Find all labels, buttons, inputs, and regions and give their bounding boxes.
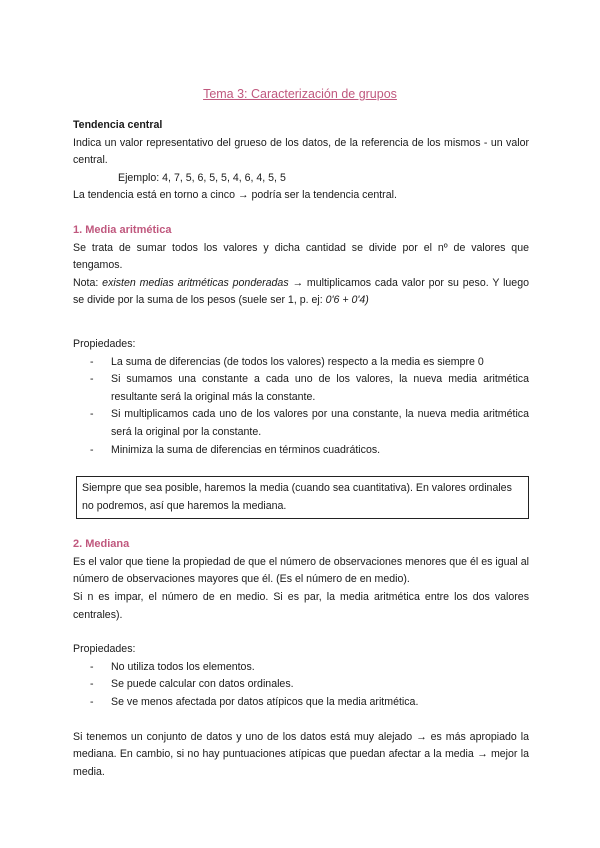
note-rest: → multiplicamos cada valor por su peso. Y luego se divide por la suma de los pesos (suele ser 1, p. ej: [73, 276, 529, 307]
list-item [73, 354, 529, 372]
mediana-conclusion: Si tenemos un conjunto de datos y uno de los datos está muy alejado → es más apropiado la mediana. En cambio, si no hay puntuaciones atípicas que puedan afectar a la media → mejor la media. [73, 730, 529, 778]
list-item [73, 371, 529, 406]
list-item-text: Se puede calcular con datos ordinales. [111, 678, 294, 691]
list-item-text: Si sumamos una constante a cada uno de los valores, la nueva media aritmética resultante será la original más la constante. [111, 373, 529, 403]
mediana-props-list [73, 659, 529, 712]
bullet-dash: - [90, 696, 94, 709]
list-item [73, 442, 529, 460]
media-props-label: Propiedades: [73, 337, 136, 350]
central-intro: Indica un valor representativo del grueso de los datos, de la referencia de los mismos - un valor central. [73, 136, 529, 167]
media-props-list [73, 354, 529, 460]
note-example: 0'6 + 0'4) [325, 294, 369, 307]
bullet-dash: - [90, 678, 94, 691]
media-note [73, 275, 529, 310]
mediana-props-label: Propiedades: [73, 643, 136, 656]
list-item-text: Minimiza la suma de diferencias en términos cuadráticos. [111, 443, 381, 456]
list-item [73, 406, 529, 441]
note-italic: existen medias aritméticas ponderadas [102, 276, 289, 289]
list-item-text: No utiliza todos los elementos. [111, 660, 255, 673]
list-item-text: La suma de diferencias (de todos los valores) respecto a la media es siempre 0 [111, 355, 484, 368]
page-title: Tema 3: Caracterización de grupos [203, 87, 397, 101]
bullet-dash: - [90, 355, 94, 368]
note-label: Nota: [73, 276, 103, 289]
list-item [73, 676, 529, 694]
highlight-box [76, 476, 529, 519]
document-body [73, 117, 529, 781]
bullet-dash: - [90, 373, 94, 386]
list-item [73, 659, 529, 677]
central-example: Ejemplo: 4, 7, 5, 6, 5, 5, 4, 6, 4, 5, 5 [118, 171, 286, 184]
media-paragraph: Se trata de sumar todos los valores y dicha cantidad se divide por el nº de valores que tengamos. [73, 241, 529, 272]
list-item [73, 694, 529, 712]
central-heading: Tendencia central [73, 119, 163, 131]
list-item-text: Se ve menos afectada por datos atípicos que la media aritmética. [111, 696, 419, 709]
bullet-dash: - [90, 443, 94, 456]
mediana-odd-even: Si n es impar, el número de en medio. Si es par, la media aritmética entre los dos valores centrales). [73, 591, 529, 621]
central-trend: La tendencia está en torno a cinco → podría ser la tendencia central. [73, 189, 397, 202]
highlight-box-text: Siempre que sea posible, haremos la media (cuando sea cuantitativa). En valores ordinales no podremos, así que haremos la mediana. [82, 482, 512, 512]
mediana-paragraph: Es el valor que tiene la propiedad de que el número de observaciones menores que él es igual al número de observaciones mayores que él. (Es el número de en medio). [73, 555, 529, 586]
mediana-heading: 2. Mediana [73, 538, 130, 551]
list-item-text: Si multiplicamos cada uno de los valores por una constante, la nueva media aritmética será la original por la constante. [111, 408, 529, 438]
bullet-dash: - [90, 660, 94, 673]
bullet-dash: - [90, 408, 94, 421]
media-heading: 1. Media aritmética [73, 223, 172, 236]
